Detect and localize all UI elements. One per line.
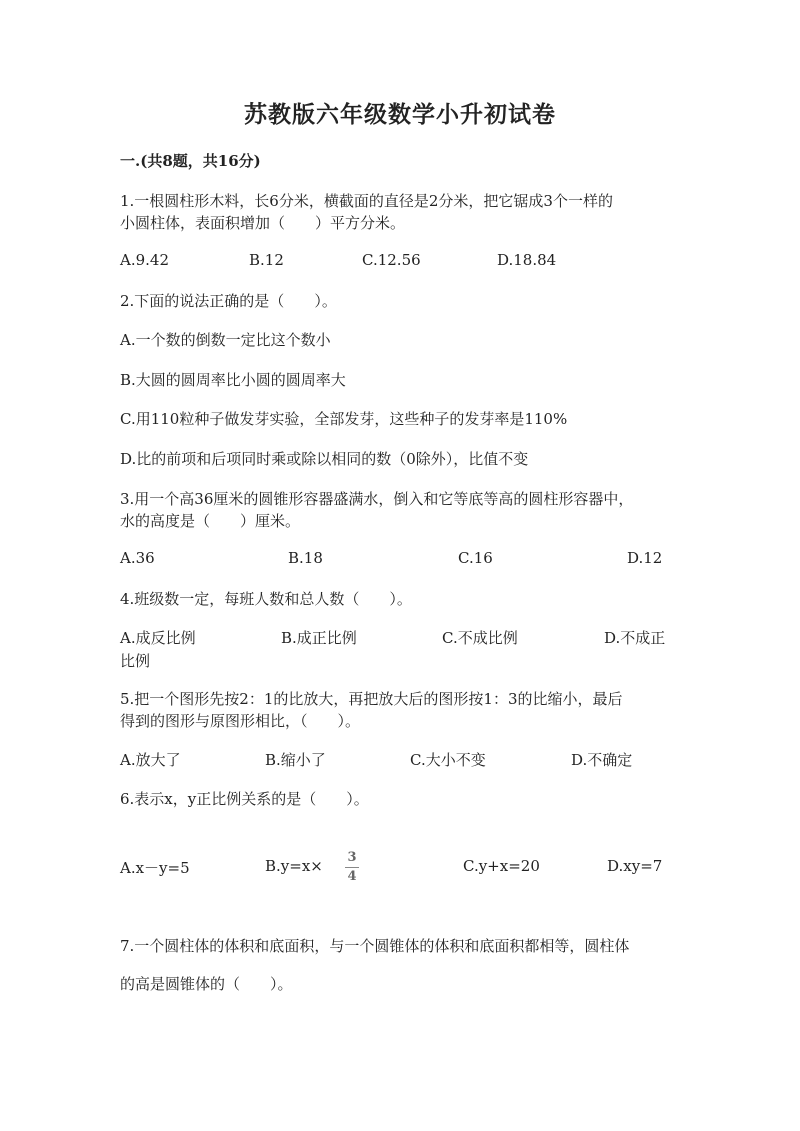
question-4-option-c: C.不成比例 xyxy=(442,629,518,647)
fraction-denominator: 4 xyxy=(347,869,357,884)
question-2-option-c: C.用110粒种子做发芽实验，全部发芽，这些种子的发芽率是110% xyxy=(120,410,568,428)
question-4-option-d-continued: 比例 xyxy=(120,652,151,670)
question-5-text-line-1: 5.把一个图形先按2：1的比放大，再把放大后的图形按1：3的比缩小，最后 xyxy=(120,690,623,708)
question-2-text: 2.下面的说法正确的是（ ）。 xyxy=(120,292,337,310)
question-2-option-b: B.大圆的圆周率比小圆的圆周率大 xyxy=(120,371,346,389)
question-3-option-d: D.12 xyxy=(627,549,663,567)
question-4-text: 4.班级数一定，每班人数和总人数（ ）。 xyxy=(120,590,412,608)
question-1-text-line-2: 小圆柱体，表面积增加（ ）平方分米。 xyxy=(120,214,406,232)
question-5-option-b: B.缩小了 xyxy=(265,751,326,769)
question-5-option-c: C.大小不变 xyxy=(410,751,486,769)
question-6-text: 6.表示x，y正比例关系的是（ ）。 xyxy=(120,790,369,808)
question-3-text-line-2: 水的高度是（ ）厘米。 xyxy=(120,512,301,530)
question-1-option-b: B.12 xyxy=(249,251,284,269)
question-1-option-d: D.18.84 xyxy=(497,251,557,269)
question-1-text-line-1: 1.一根圆柱形木料，长6分米，横截面的直径是2分米，把它锯成3个一样的 xyxy=(120,192,613,210)
question-2-option-a: A.一个数的倒数一定比这个数小 xyxy=(120,331,331,349)
question-5-option-d: D.不确定 xyxy=(571,751,633,769)
question-5-option-a: A.放大了 xyxy=(120,751,181,769)
question-7-text-line-1: 7.一个圆柱体的体积和底面积，与一个圆锥体的体积和底面积都相等，圆柱体 xyxy=(120,937,630,955)
question-4-option-b: B.成正比例 xyxy=(281,629,357,647)
three-quarters-fraction xyxy=(344,851,360,884)
section-heading: 一.(共8题，共16分) xyxy=(120,152,261,170)
fraction-bar xyxy=(345,867,359,868)
question-3-option-b: B.18 xyxy=(288,549,323,567)
question-6-option-b: B.y=x× xyxy=(265,857,323,875)
question-6-option-d: D.xy=7 xyxy=(607,857,663,875)
question-3-text-line-1: 3.用一个高36厘米的圆锥形容器盛满水，倒入和它等底等高的圆柱形容器中， xyxy=(120,490,634,508)
question-6-option-a: A.x－y=5 xyxy=(120,859,190,877)
question-4-option-d: D.不成正 xyxy=(604,629,666,647)
question-3-option-c: C.16 xyxy=(458,549,493,567)
fraction-numerator: 3 xyxy=(347,850,357,865)
question-4-option-a: A.成反比例 xyxy=(120,629,196,647)
question-3-option-a: A.36 xyxy=(120,549,155,567)
question-2-option-d: D.比的前项和后项同时乘或除以相同的数（0除外），比值不变 xyxy=(120,450,529,468)
question-1-option-a: A.9.42 xyxy=(120,251,169,269)
page-title: 苏教版六年级数学小升初试卷 xyxy=(244,101,556,128)
question-5-text-line-2: 得到的图形与原图形相比，（ ）。 xyxy=(120,712,361,730)
question-6-option-c: C.y+x=20 xyxy=(463,857,540,875)
question-7-text-line-2: 的高是圆锥体的（ ）。 xyxy=(120,975,293,993)
question-1-option-c: C.12.56 xyxy=(362,251,421,269)
